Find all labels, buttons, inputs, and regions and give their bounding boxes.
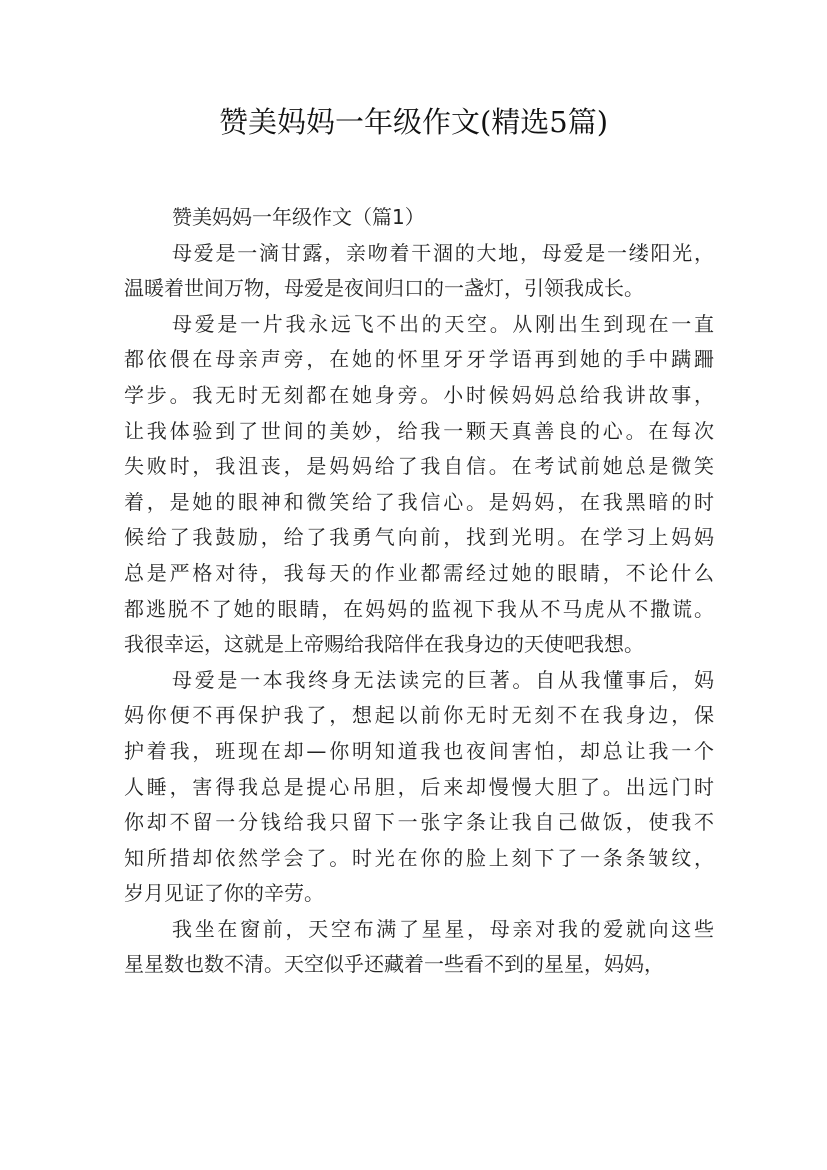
paragraph-line: 失败时，我沮丧，是妈妈给了我自信。在考试前她总是微笑 bbox=[124, 454, 714, 479]
paragraph bbox=[124, 236, 714, 307]
paragraph-line: 着，是她的眼神和微笑给了我信心。是妈妈，在我黑暗的时 bbox=[124, 489, 714, 514]
paragraph-line: 妈你便不再保护我了，想起以前你无时无刻不在我身边，保 bbox=[124, 703, 714, 728]
paragraph-line: 母爱是一本我终身无法读完的巨著。自从我懂事后，妈 bbox=[172, 667, 714, 692]
paragraph-line: 我很幸运，这就是上帝赐给我陪伴在我身边的天使吧我想。 bbox=[124, 632, 644, 657]
paragraph-line: 总是严格对待，我每天的作业都需经过她的眼睛，不论什么 bbox=[124, 560, 714, 585]
paragraph-list bbox=[124, 236, 714, 983]
paragraph-line: 护着我，班现在却—你明知道我也夜间害怕，却总让我一个 bbox=[124, 738, 714, 763]
paragraph bbox=[124, 663, 714, 912]
paragraph-line: 知所措却依然学会了。时光在你的脸上刻下了一条条皱纹， bbox=[124, 845, 714, 870]
paragraph-line: 候给了我鼓励，给了我勇气向前，找到光明。在学习上妈妈 bbox=[124, 525, 714, 550]
paragraph bbox=[124, 912, 714, 983]
paragraph-line: 都依偎在母亲声旁，在她的怀里牙牙学语再到她的手中蹒跚 bbox=[124, 347, 714, 372]
document-title: 赞美妈妈一年级作文(精选5篇) bbox=[218, 105, 609, 139]
paragraph-line: 你却不留一分钱给我只留下一张字条让我自己做饭，使我不 bbox=[124, 810, 714, 835]
paragraph-line: 学步。我无时无刻都在她身旁。小时候妈妈总给我讲故事， bbox=[124, 382, 714, 407]
paragraph-line: 母爱是一片我永远飞不出的天空。从刚出生到现在一直 bbox=[172, 311, 714, 336]
paragraph-line: 星星数也数不清。天空似乎还藏着一些看不到的星星，妈妈， bbox=[124, 952, 664, 977]
section-heading: 赞美妈妈一年级作文（篇1） bbox=[172, 205, 425, 229]
paragraph-line: 人睡，害得我总是提心吊胆，后来却慢慢大胆了。出远门时 bbox=[124, 774, 714, 799]
paragraph-line: 母爱是一滴甘露，亲吻着干涸的大地，母爱是一缕阳光， bbox=[172, 240, 714, 265]
paragraph-line: 岁月见证了你的辛劳。 bbox=[124, 881, 324, 906]
paragraph bbox=[124, 307, 714, 663]
paragraph-line: 让我体验到了世间的美妙，给我一颗天真善良的心。在每次 bbox=[124, 418, 714, 443]
paragraph-line: 都逃脱不了她的眼睛，在妈妈的监视下我从不马虎从不撒谎。 bbox=[124, 596, 714, 621]
paragraph-line: 温暖着世间万物，母爱是夜间归口的一盏灯，引领我成长。 bbox=[124, 276, 644, 301]
paragraph-line: 我坐在窗前，天空布满了星星，母亲对我的爱就向这些 bbox=[172, 916, 714, 941]
document-body bbox=[124, 200, 714, 983]
